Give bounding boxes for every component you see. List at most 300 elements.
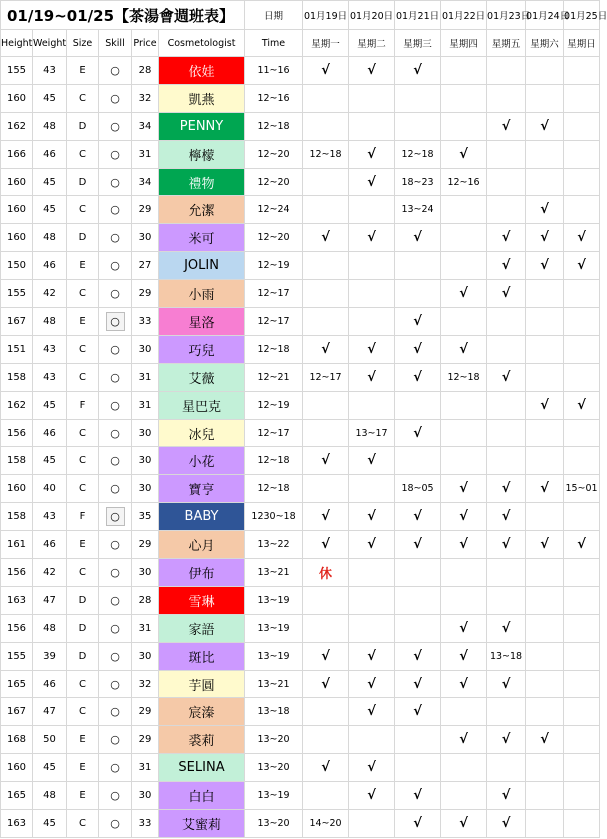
day-cell [303,475,349,503]
skill-circle-icon: ○ [110,565,120,579]
day-cell: √ [487,726,526,754]
header-row-dates [1,1,600,30]
day-cell [349,308,395,336]
day-cell [303,586,349,614]
time-cell: 11~16 [245,57,303,85]
day-cell [395,252,441,280]
day-cell [303,614,349,642]
height-cell: 158 [1,447,33,475]
table-row [1,726,600,754]
day-cell: √ [303,224,349,252]
weight-cell: 45 [33,810,67,838]
cosmetologist-name: 依娃 [159,57,245,85]
day-cell: √ [526,726,564,754]
day-cell [564,698,600,726]
day-cell: √ [303,642,349,670]
height-cell: 163 [1,586,33,614]
skill-circle-icon: ○ [110,203,120,217]
day-cell: √ [395,224,441,252]
height-cell: 161 [1,531,33,559]
day-cell: √ [487,782,526,810]
day-cell [487,419,526,447]
skill-circle-icon: ○ [110,259,120,273]
day-cell: √ [395,531,441,559]
cosmetologist-name: 小花 [159,447,245,475]
day-cell: √ [487,224,526,252]
time-cell: 13~19 [245,642,303,670]
table-row [1,57,600,85]
weight-cell: 46 [33,252,67,280]
price-cell: 28 [132,57,159,85]
height-cell: 160 [1,196,33,224]
day-cell [303,168,349,196]
weight-cell: 46 [33,670,67,698]
price-cell: 29 [132,726,159,754]
skill-circle-icon: ○ [110,677,120,691]
day-cell: √ [303,670,349,698]
table-row [1,754,600,782]
day-cell: √ [349,168,395,196]
day-cell [564,84,600,112]
day-cell [526,503,564,531]
size-cell: C [67,84,99,112]
price-cell: 35 [132,503,159,531]
size-cell: E [67,57,99,85]
skill-cell [99,503,132,531]
day-cell [441,419,487,447]
day-cell: √ [564,531,600,559]
table-row [1,503,600,531]
day-cell [487,168,526,196]
weight-cell: 48 [33,308,67,336]
weekday-header: 星期日 [564,30,600,57]
day-cell: 12~18 [395,140,441,168]
height-cell: 151 [1,335,33,363]
height-cell: 167 [1,698,33,726]
column-header-cosmetologist: Cosmetologist [159,30,245,57]
price-cell: 30 [132,782,159,810]
day-cell: √ [526,391,564,419]
time-cell: 13~19 [245,586,303,614]
day-cell [564,559,600,587]
time-cell: 1230~18 [245,503,303,531]
table-row [1,252,600,280]
height-cell: 160 [1,754,33,782]
day-cell [564,363,600,391]
day-cell [564,196,600,224]
day-cell [441,782,487,810]
cosmetologist-name: 允潔 [159,196,245,224]
day-cell: √ [441,726,487,754]
day-cell [441,252,487,280]
cosmetologist-name: 檸檬 [159,140,245,168]
weight-cell: 45 [33,196,67,224]
table-row [1,698,600,726]
day-cell [564,447,600,475]
table-row [1,475,600,503]
price-cell: 27 [132,252,159,280]
day-cell [564,419,600,447]
skill-cell [99,698,132,726]
price-cell: 30 [132,224,159,252]
height-cell: 150 [1,252,33,280]
day-cell: √ [441,642,487,670]
day-cell: √ [441,531,487,559]
table-row [1,419,600,447]
time-cell: 12~20 [245,168,303,196]
skill-circle-icon: ○ [110,119,120,133]
skill-circle-icon: ○ [110,370,120,384]
day-cell [487,84,526,112]
day-cell [564,670,600,698]
skill-circle-icon: ○ [110,482,120,496]
size-cell: C [67,419,99,447]
day-cell [441,447,487,475]
price-cell: 30 [132,475,159,503]
table-row [1,224,600,252]
day-cell [349,726,395,754]
skill-cell [99,252,132,280]
cosmetologist-name: 巧兒 [159,335,245,363]
day-cell [303,280,349,308]
day-cell [303,196,349,224]
day-cell [526,363,564,391]
day-cell [564,112,600,140]
day-cell [487,559,526,587]
day-cell [395,391,441,419]
day-cell [526,280,564,308]
day-cell: √ [487,363,526,391]
day-cell [349,391,395,419]
cosmetologist-name: 芋圓 [159,670,245,698]
date-header: 01月19日 [303,1,349,30]
price-cell: 34 [132,168,159,196]
cosmetologist-name: 伊布 [159,559,245,587]
cosmetologist-name: 凱燕 [159,84,245,112]
skill-cell [99,112,132,140]
day-cell: √ [526,112,564,140]
size-cell: D [67,168,99,196]
time-cell: 13~22 [245,531,303,559]
size-cell: E [67,308,99,336]
weight-cell: 46 [33,419,67,447]
cosmetologist-name: 星洛 [159,308,245,336]
day-cell: √ [395,363,441,391]
time-cell: 13~19 [245,782,303,810]
day-cell: 12~16 [441,168,487,196]
day-cell [349,252,395,280]
day-cell: √ [564,252,600,280]
day-cell [395,559,441,587]
weight-cell: 45 [33,754,67,782]
price-cell: 30 [132,559,159,587]
day-cell: 12~18 [303,140,349,168]
day-cell [564,308,600,336]
height-cell: 156 [1,419,33,447]
day-cell [303,391,349,419]
table-row [1,391,600,419]
day-cell: √ [303,503,349,531]
day-cell [526,559,564,587]
day-cell [395,84,441,112]
skill-circle-icon: ○ [110,761,120,775]
price-cell: 31 [132,754,159,782]
size-cell: C [67,475,99,503]
skill-circle-icon: ○ [110,816,120,830]
time-cell: 12~21 [245,363,303,391]
time-cell: 13~20 [245,810,303,838]
skill-cell [99,391,132,419]
day-cell [526,447,564,475]
skill-circle-icon: ○ [110,426,120,440]
weight-cell: 47 [33,698,67,726]
height-cell: 155 [1,57,33,85]
weight-cell: 43 [33,57,67,85]
day-cell: √ [395,670,441,698]
cosmetologist-name: 星巴克 [159,391,245,419]
day-cell: √ [487,475,526,503]
weight-cell: 42 [33,280,67,308]
day-cell: √ [441,810,487,838]
size-cell: C [67,280,99,308]
day-cell: √ [395,782,441,810]
day-cell [395,447,441,475]
skill-circle-icon: ○ [110,621,120,635]
skill-circle-icon: ○ [110,454,120,468]
table-row [1,363,600,391]
day-cell [395,280,441,308]
time-cell: 12~17 [245,419,303,447]
table-row [1,642,600,670]
size-cell: E [67,754,99,782]
day-cell: √ [349,140,395,168]
size-cell: D [67,586,99,614]
price-cell: 31 [132,140,159,168]
cosmetologist-name: JOLIN [159,252,245,280]
day-cell [441,57,487,85]
day-cell: 18~05 [395,475,441,503]
time-cell: 12~17 [245,308,303,336]
size-cell: E [67,531,99,559]
weekday-header: 星期五 [487,30,526,57]
weight-cell: 47 [33,586,67,614]
skill-cell [99,168,132,196]
day-cell [526,698,564,726]
time-cell: 13~20 [245,726,303,754]
day-cell [349,614,395,642]
skill-cell [99,782,132,810]
skill-cell [99,614,132,642]
day-cell [303,84,349,112]
table-row [1,782,600,810]
skill-cell [99,57,132,85]
day-cell: √ [564,391,600,419]
table-row [1,586,600,614]
cosmetologist-name: PENNY [159,112,245,140]
skill-cell [99,531,132,559]
table-row [1,308,600,336]
cosmetologist-name: 心月 [159,531,245,559]
height-cell: 160 [1,224,33,252]
price-cell: 34 [132,112,159,140]
day-cell: 12~18 [441,363,487,391]
time-cell: 12~19 [245,252,303,280]
day-cell: √ [303,447,349,475]
day-cell [564,335,600,363]
weekday-header: 星期四 [441,30,487,57]
page-title: 01/19~01/25【茶湯會週班表】 [1,1,245,30]
price-cell: 31 [132,363,159,391]
price-cell: 30 [132,447,159,475]
day-cell: √ [303,57,349,85]
height-cell: 162 [1,112,33,140]
skill-cell [99,419,132,447]
weight-cell: 43 [33,503,67,531]
day-cell: √ [395,642,441,670]
day-cell [303,698,349,726]
size-cell: D [67,614,99,642]
day-cell: √ [487,252,526,280]
day-cell [349,84,395,112]
weight-cell: 48 [33,112,67,140]
day-cell: 18~23 [395,168,441,196]
weight-cell: 45 [33,447,67,475]
time-cell: 12~18 [245,475,303,503]
day-cell [303,252,349,280]
day-cell: √ [395,57,441,85]
time-cell: 12~18 [245,112,303,140]
skill-cell [99,642,132,670]
weight-cell: 43 [33,363,67,391]
size-cell: F [67,391,99,419]
height-cell: 168 [1,726,33,754]
weekday-header: 星期三 [395,30,441,57]
day-cell [526,419,564,447]
day-cell: √ [349,335,395,363]
price-cell: 33 [132,308,159,336]
day-cell [564,140,600,168]
day-cell: √ [395,308,441,336]
day-cell [564,782,600,810]
height-cell: 167 [1,308,33,336]
day-cell [395,112,441,140]
table-row [1,447,600,475]
skill-cell [99,280,132,308]
day-cell [303,308,349,336]
skill-circle-icon: ○ [110,342,120,356]
day-cell: √ [349,57,395,85]
schedule-body [1,57,600,838]
day-cell [395,614,441,642]
day-cell [349,196,395,224]
skill-cell [99,810,132,838]
day-cell: √ [349,503,395,531]
price-cell: 30 [132,642,159,670]
time-cell: 12~20 [245,140,303,168]
skill-cell [99,363,132,391]
skill-cell [99,586,132,614]
date-label: 日期 [245,1,303,30]
weight-cell: 45 [33,84,67,112]
size-cell: D [67,112,99,140]
skill-circle-icon: ○ [110,649,120,663]
skill-cell [99,726,132,754]
day-cell [564,642,600,670]
time-cell: 13~21 [245,670,303,698]
day-cell: √ [349,670,395,698]
skill-circle-icon: ○ [110,91,120,105]
day-cell: 13~24 [395,196,441,224]
skill-circle-icon: ○ [106,507,125,526]
height-cell: 160 [1,475,33,503]
cosmetologist-name: 艾薇 [159,363,245,391]
skill-cell [99,196,132,224]
cosmetologist-name: BABY [159,503,245,531]
table-row [1,168,600,196]
skill-cell [99,670,132,698]
day-cell [564,280,600,308]
day-cell: √ [303,754,349,782]
table-row [1,112,600,140]
table-row [1,335,600,363]
time-cell: 13~20 [245,754,303,782]
skill-cell [99,559,132,587]
table-row [1,810,600,838]
skill-cell [99,447,132,475]
day-cell [526,754,564,782]
day-cell [303,419,349,447]
day-cell: √ [487,810,526,838]
day-cell [487,335,526,363]
weight-cell: 48 [33,614,67,642]
day-cell [349,810,395,838]
time-cell: 12~16 [245,84,303,112]
time-cell: 13~19 [245,614,303,642]
height-cell: 160 [1,168,33,196]
size-cell: C [67,140,99,168]
date-header: 01月25日 [564,1,600,30]
cosmetologist-name: 裘莉 [159,726,245,754]
day-cell [526,614,564,642]
size-cell: C [67,447,99,475]
size-cell: C [67,670,99,698]
day-cell [564,503,600,531]
cosmetologist-name: 禮物 [159,168,245,196]
day-cell [441,754,487,782]
price-cell: 33 [132,810,159,838]
day-cell: 14~20 [303,810,349,838]
skill-circle-icon: ○ [110,231,120,245]
day-cell [526,586,564,614]
day-cell [526,782,564,810]
day-cell: √ [303,335,349,363]
day-cell [303,726,349,754]
height-cell: 162 [1,391,33,419]
price-cell: 32 [132,670,159,698]
day-cell [349,112,395,140]
cosmetologist-name: 白白 [159,782,245,810]
skill-cell [99,754,132,782]
day-cell [487,196,526,224]
day-cell: √ [487,280,526,308]
weight-cell: 46 [33,140,67,168]
day-cell: 休 [303,559,349,587]
day-cell [564,586,600,614]
price-cell: 30 [132,419,159,447]
day-cell [303,112,349,140]
day-cell [487,586,526,614]
skill-cell [99,84,132,112]
